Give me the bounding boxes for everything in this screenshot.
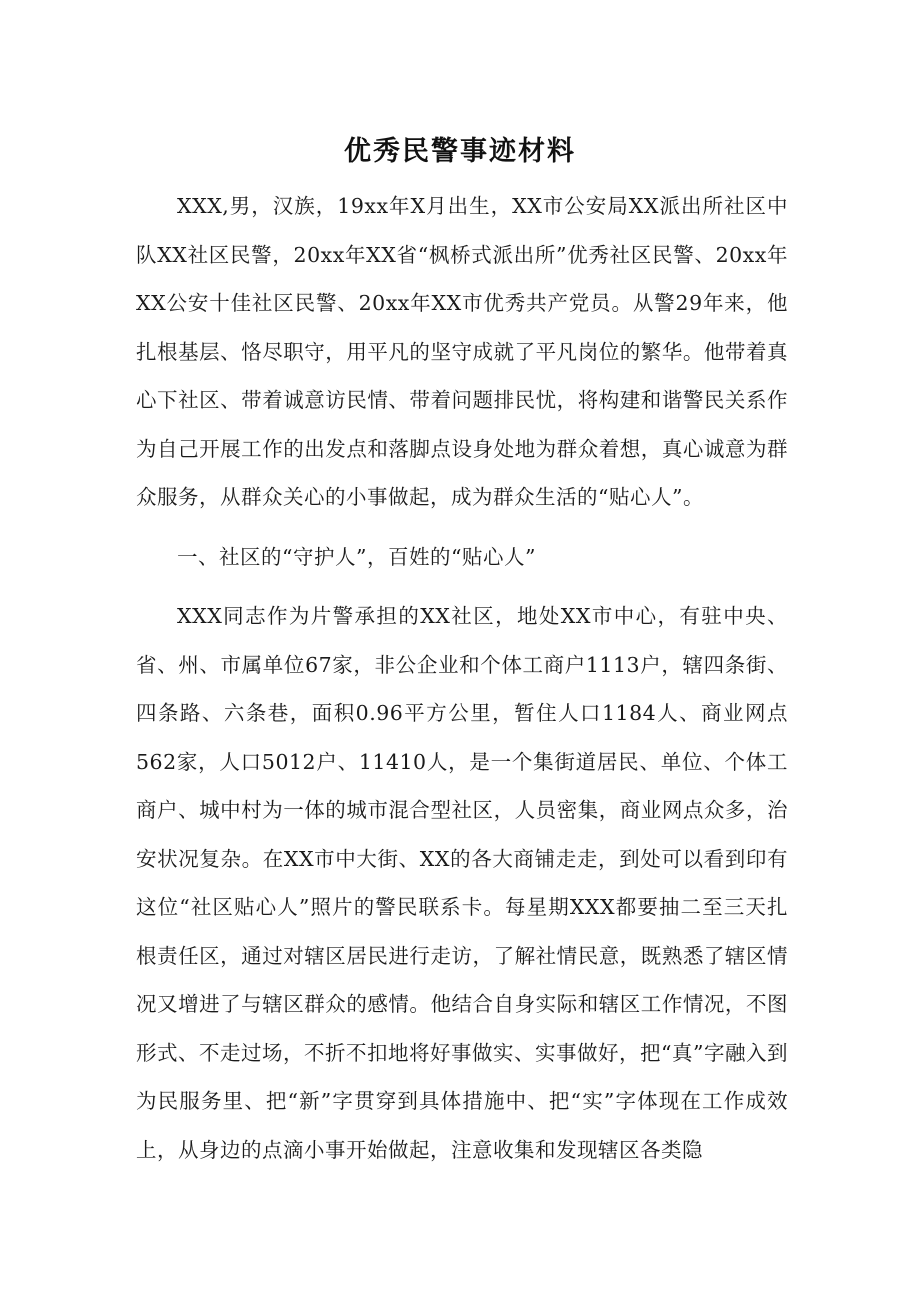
document-title: 优秀民警事迹材料 — [344, 136, 576, 167]
section-heading: 一、社区的“守护人”，百姓的“贴心人” — [177, 545, 536, 569]
paragraph-community: XXX同志作为片警承担的XX社区，地处XX市中心，有驻中央、省、州、市属单位67家，非公企业和个体工商户1113户，辖四条街、四条路、六条巷，面积0.96平方公里，暂住人口1184人、商业网点562家，人口5012户、11410人，是一个集街道居民、单位、个体工商户、城中村为一体的城市混合型社区，人员密集，商业网点众多，治安状况复杂。在XX市中大街、XX的各大商铺走走，到处可以看到印有这位“社区贴心人”照片的警民联系卡。每星期XXX都要抽二至三天扎根责任区，通过对辖区居民进行走访，了解社情民意，既熟悉了辖区情况又增进了与辖区群众的感情。他结合自身实际和辖区工作情况，不图形式、不走过场，不折不扣地将好事做实、实事做好，把“真”字融入到为民服务里、把“新”字贯穿到具体措施中、把“实”字体现在工作成效上，从身边的点滴小事开始做起，注意收集和发现辖区各类隐 — [136, 604, 788, 1162]
paragraph-intro: XXX,男，汉族，19xx年X月出生，XX市公安局XX派出所社区中队XX社区民警，20xx年XX省“枫桥式派出所”优秀社区民警、20xx年XX公安十佳社区民警、20xx年XX市优秀共产党员。从警29年来，他扎根基层、恪尽职守，用平凡的坚守成就了平凡岗位的繁华。他带着真心下社区、带着诚意访民情、带着问题排民忧，将构建和谐警民关系作为自己开展工作的出发点和落脚点设身处地为群众着想，真心诚意为群众服务，从群众关心的小事做起，成为群众生活的“贴心人”。 — [136, 194, 788, 509]
